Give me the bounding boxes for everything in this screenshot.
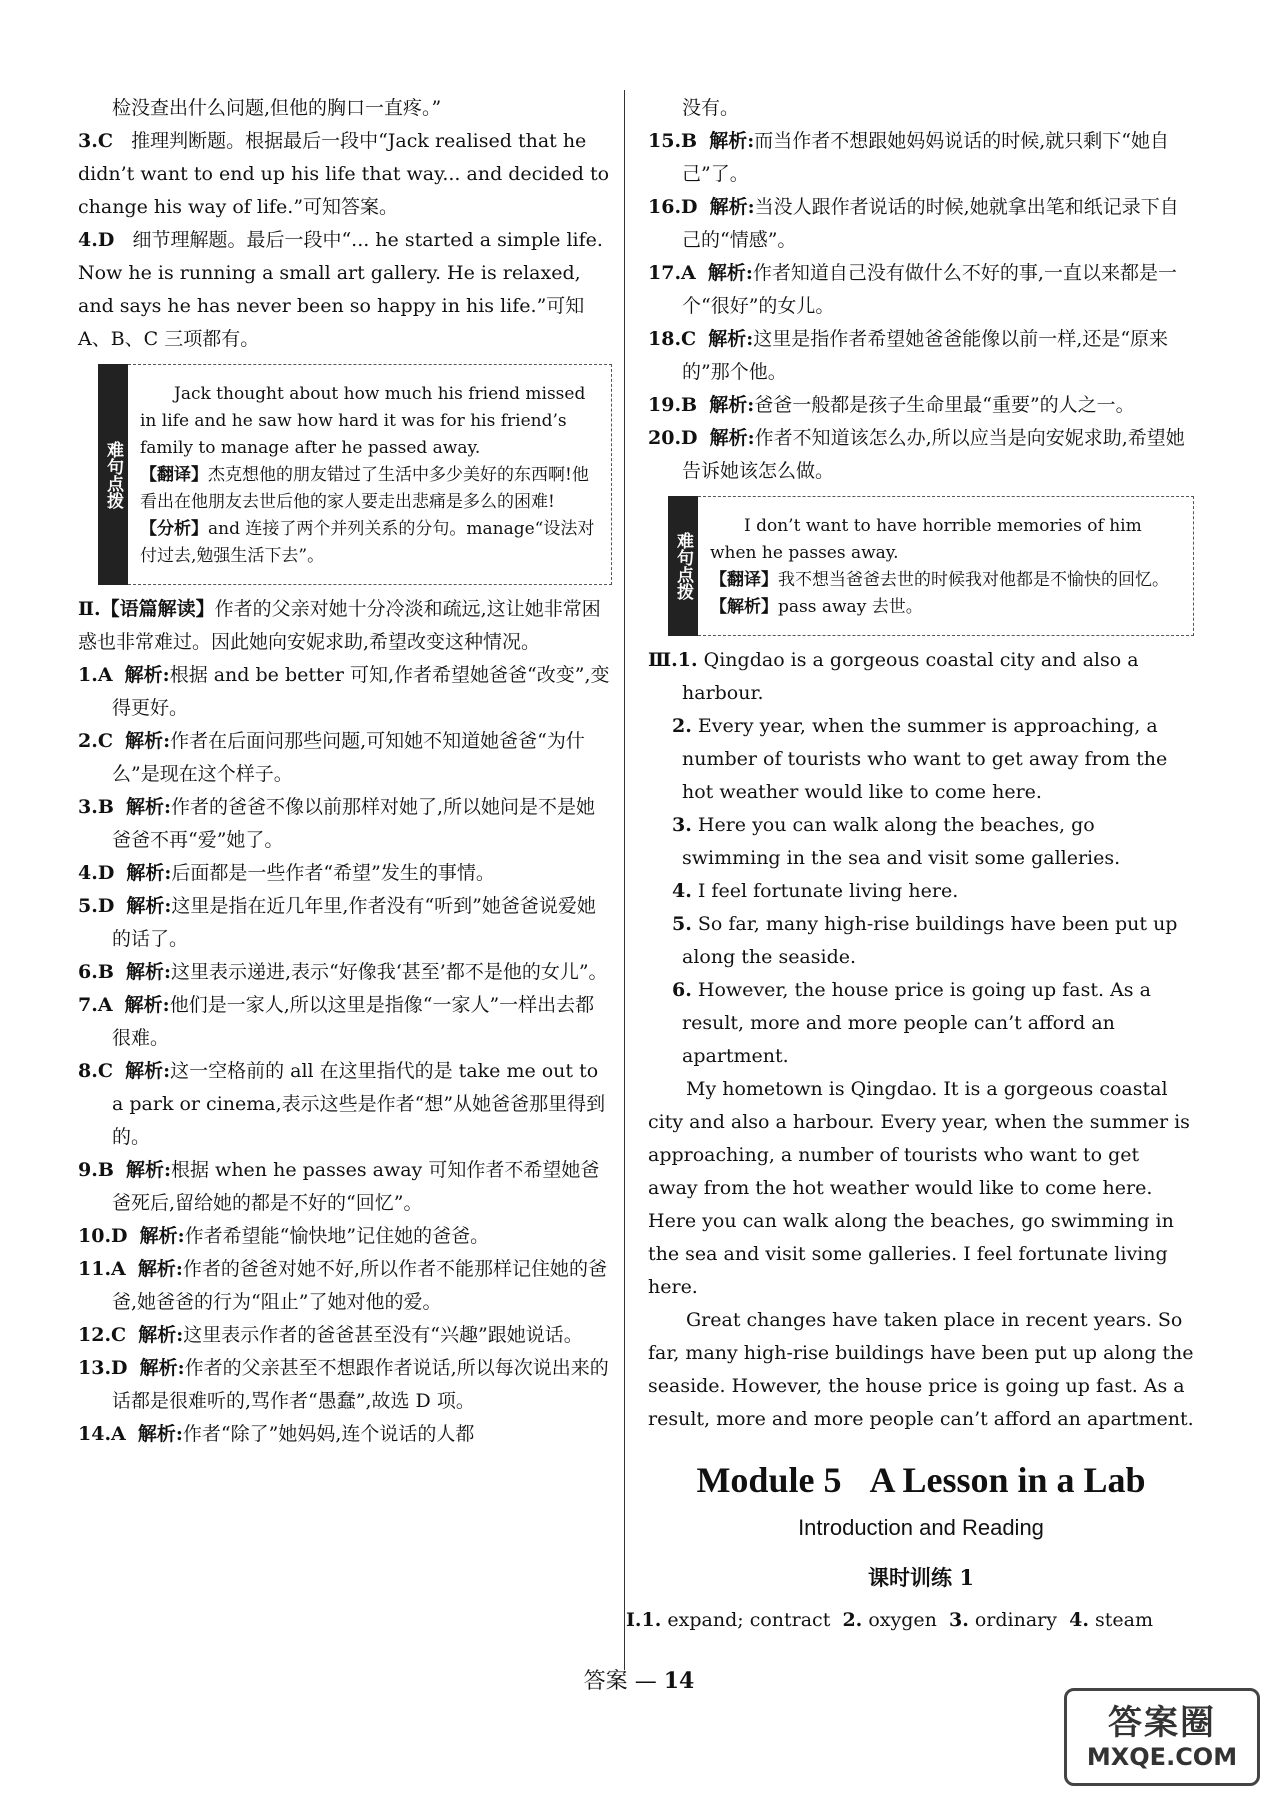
note-analysis (710, 594, 1179, 621)
answer-item (648, 191, 1194, 257)
section-iii (648, 644, 1194, 1073)
answer-item (78, 1154, 612, 1220)
answer-number: 3.C (78, 130, 113, 152)
answer-list-left (78, 659, 612, 1451)
answer-text: 作者知道自己没有做什么不好的事,一直以来都是一个“很好”的女儿。 (682, 262, 1177, 317)
note-body (698, 496, 1194, 636)
note-translation-label: 【翻译】 (710, 570, 778, 590)
answer-number: 14.A (78, 1423, 126, 1445)
answer-item (78, 1220, 612, 1253)
translation-sentence (648, 809, 1194, 875)
answer-item (78, 125, 612, 224)
answer-number: 13.D (78, 1357, 128, 1379)
translation-sentence (648, 644, 1194, 710)
answer-number: 10.D (78, 1225, 128, 1247)
answer-text: 作者在后面问那些问题,可知她不知道她爸爸“为什么”是现在这个样子。 (112, 730, 585, 785)
sentence-number: 6. (672, 979, 692, 1001)
note-translation (140, 462, 597, 516)
answer-text: 作者的爸爸不像以前那样对她了,所以她问是不是她爸爸不再“爱”她了。 (112, 796, 596, 851)
answer-label: 解析: (126, 961, 172, 983)
continued-line: 没有。 (682, 97, 740, 119)
footer-label: 答案 (583, 1669, 628, 1694)
answer-number: 8.C (78, 1060, 113, 1082)
translation-sentence (648, 974, 1194, 1073)
translation-sentence (648, 710, 1194, 809)
blank-number: 4. (1069, 1609, 1089, 1631)
difficult-sentence-box (668, 496, 1194, 636)
answer-item (648, 389, 1194, 422)
answer-label: 解析: (139, 1357, 185, 1379)
answer-text: 后面都是一些作者“希望”发生的事情。 (171, 862, 495, 884)
essay-paragraph: My hometown is Qingdao. It is a gorgeous coastal city and also a harbour. Every year, when the summer is approaching, a number of tourists who want to get away from the hot weather would like to come here. Here you can walk along the beaches, go swimming in the sea and visit some galleries. I feel fortunate living here. (648, 1078, 1190, 1298)
answer-item (78, 1253, 612, 1319)
answer-label: 解析: (137, 1258, 183, 1280)
answer-text: 作者希望能“愉快地”记住她的爸爸。 (184, 1225, 490, 1247)
answer-number: 16.D (648, 196, 698, 218)
note-analysis-text: pass away 去世。 (778, 597, 923, 617)
note-analysis-text: and 连接了两个并列关系的分句。manage“设法对付过去,勉强生活下去”。 (140, 519, 595, 566)
sentence-text: So far, many high-rise buildings have been put up along the seaside. (682, 913, 1178, 968)
sentence-number: 3. (672, 814, 692, 836)
module-name: A Lesson in a Lab (869, 1460, 1146, 1500)
answer-label: 解析: (124, 664, 170, 686)
answer-item (78, 791, 612, 857)
section-mark: Ⅰ. (626, 1609, 642, 1631)
answer-item (78, 1319, 612, 1352)
translation-sentence (648, 875, 1194, 908)
answer-number: 17.A (648, 262, 696, 284)
sentence-text: I feel fortunate living here. (697, 880, 959, 902)
answer-item (78, 1055, 612, 1154)
answer-number: 11.A (78, 1258, 126, 1280)
column-divider (624, 90, 625, 1670)
answer-item (648, 422, 1194, 488)
continued-line: 检没查出什么问题,但他的胸口一直疼。” (112, 97, 442, 119)
answer-item (78, 857, 612, 890)
blank-answer: oxygen (868, 1609, 937, 1631)
answer-item (78, 224, 612, 356)
answer-number: 9.B (78, 1159, 114, 1181)
answer-text: 作者的父亲甚至不想跟作者说话,所以每次说出来的话都是很难听的,骂作者“愚蠢”,故选 D 项。 (112, 1357, 609, 1412)
note-translation-text: 我不想当爸爸去世的时候我对他都是不愉快的回忆。 (778, 570, 1169, 590)
answer-number: 20.D (648, 427, 698, 449)
answer-text: 作者不知道该怎么办,所以应当是向安妮求助,希望她告诉她该怎么做。 (682, 427, 1185, 482)
note-translation-label: 【翻译】 (140, 465, 208, 485)
answer-label: 解析: (126, 895, 172, 917)
answer-item (648, 257, 1194, 323)
watermark-url: MXQE.COM (1086, 1743, 1238, 1771)
section-mark: Ⅱ. (78, 598, 101, 620)
blank-number: 1. (641, 1609, 662, 1631)
answer-label: 解析: (126, 796, 172, 818)
answer-number: 18.C (648, 328, 697, 350)
answer-label: 解析: (709, 427, 755, 449)
answer-label: 解析: (126, 1159, 172, 1181)
note-body (128, 364, 612, 585)
answer-item (648, 125, 1194, 191)
sentence-text: However, the house price is going up fast. As a result, more and more people can’t afford an apartment. (682, 979, 1151, 1067)
sentence-number: 1. (677, 649, 698, 671)
section-label: 【语篇解读】 (100, 598, 215, 620)
section-ii-summary (78, 593, 612, 659)
answer-item (78, 659, 612, 725)
note-english-sentence: Jack thought about how much his friend missed in life and he saw how hard it was for his friend’s family to manage after he passed away. (140, 384, 586, 458)
note-analysis-label: 【解析】 (710, 597, 778, 617)
sentence-number: 5. (672, 913, 692, 935)
answer-label: 解析: (139, 1225, 185, 1247)
section-i-answers (626, 1604, 1194, 1637)
answer-label: 解析: (137, 1423, 183, 1445)
answer-label: 解析: (709, 196, 755, 218)
watermark-logo (1064, 1688, 1260, 1786)
answer-text: 根据 when he passes away 可知作者不希望她爸爸死后,留给她的都是不好的“回忆”。 (112, 1159, 600, 1214)
translation-sentence (648, 908, 1194, 974)
answer-text: 爸爸一般都是孩子生命里最“重要”的人之一。 (754, 394, 1135, 416)
blank-number: 3. (948, 1609, 969, 1631)
footer-separator: — (634, 1669, 657, 1694)
answer-number: 12.C (78, 1324, 127, 1346)
answer-label: 解析: (709, 394, 755, 416)
answer-text: 细节理解题。最后一段中“... he started a simple life. Now he is running a small art gallery. He is relaxed, and says he has never been so happy in his life.”可知 A、B、C 三项都有。 (78, 229, 603, 350)
answer-text: 而当作者不想跟她妈妈说话的时候,就只剩下“她自己”了。 (682, 130, 1169, 185)
answer-item (78, 956, 612, 989)
watermark-title: 答案圈 (1108, 1703, 1216, 1743)
answer-label: 解析: (707, 262, 753, 284)
answer-label: 解析: (126, 862, 172, 884)
module-number: Module 5 (696, 1460, 842, 1500)
answer-text: 这里是指作者希望她爸爸能像以前一样,还是“原来的”那个他。 (682, 328, 1169, 383)
essay-paragraph: Great changes have taken place in recent years. So far, many high-rise buildings have been put up along the seaside. However, the house price is going up fast. As a result, more and more people can’t afford an apartment. (648, 1309, 1194, 1430)
answer-label: 解析: (124, 994, 170, 1016)
answer-label: 解析: (138, 1324, 184, 1346)
answer-text: 这一空格前的 all 在这里指代的是 take me out to a park or cinema,表示这些是作者“想”从她爸爸那里得到的。 (112, 1060, 606, 1148)
answer-number: 7.A (78, 994, 113, 1016)
sentence-text: Every year, when the summer is approaching, a number of tourists who want to get away from the hot weather would like to come here. (682, 715, 1168, 803)
answer-number: 1.A (78, 664, 113, 686)
note-translation (710, 567, 1179, 594)
lesson-heading: 课时训练 1 (868, 1565, 974, 1590)
sentence-text: Qingdao is a gorgeous coastal city and also a harbour. (682, 649, 1139, 704)
blank-answer: expand; contract (667, 1609, 831, 1631)
answer-item (648, 323, 1194, 389)
answer-text: 根据 and be better 可知,作者希望她爸爸“改变”,变得更好。 (112, 664, 610, 719)
answer-number: 4.D (78, 862, 115, 884)
module-title (648, 1458, 1194, 1502)
module-subtitle: Introduction and Reading (798, 1515, 1044, 1540)
answer-number: 4.D (78, 229, 115, 251)
answer-item (78, 725, 612, 791)
left-column (78, 92, 612, 1451)
answer-text: 当没人跟作者说话的时候,她就拿出笔和纸记录下自己的“情感”。 (682, 196, 1179, 251)
answer-number: 3.B (78, 796, 114, 818)
answer-number: 15.B (648, 130, 698, 152)
sentence-text: Here you can walk along the beaches, go swimming in the sea and visit some galleries. (682, 814, 1121, 869)
answer-text: 这里表示递进,表示“好像我‘甚至’都不是他的女儿”。 (171, 961, 608, 983)
answer-text: 他们是一家人,所以这里是指像“一家人”一样出去都很难。 (112, 994, 595, 1049)
note-english-sentence: I don’t want to have horrible memories of him when he passes away. (710, 516, 1142, 563)
answer-item (78, 1352, 612, 1418)
answer-label: 解析: (125, 730, 171, 752)
answer-list-right (648, 125, 1194, 488)
note-tab-label: 难句点拨 (668, 496, 698, 636)
answer-text: 作者的爸爸对她不好,所以作者不能那样记住她的爸爸,她爸爸的行为“阻止”了她对他的爱。 (112, 1258, 607, 1313)
answer-label: 解析: (709, 130, 755, 152)
answer-text: 这里表示作者的爸爸甚至没有“兴趣”跟她说话。 (183, 1324, 583, 1346)
note-tab-label: 难句点拨 (98, 364, 128, 585)
section-summary-text: 作者的父亲对她十分冷淡和疏远,这让她非常困惑也非常难过。因此她向安妮求助,希望改变这种情况。 (78, 598, 601, 653)
sentence-number: 2. (672, 715, 692, 737)
answer-number: 19.B (648, 394, 698, 416)
page-number: 14 (663, 1668, 695, 1694)
note-translation-text: 杰克想他的朋友错过了生活中多少美好的东西啊!他看出在他朋友去世后他的家人要走出悲痛是多么的困难! (140, 465, 589, 512)
answer-number: 2.C (78, 730, 113, 752)
note-analysis (140, 516, 597, 570)
answer-text: 作者“除了”她妈妈,连个说话的人都 (182, 1423, 475, 1445)
answer-item (78, 1418, 612, 1451)
answer-number: 5.D (78, 895, 115, 917)
answer-label: 解析: (708, 328, 754, 350)
note-analysis-label: 【分析】 (140, 519, 208, 539)
sentence-number: 4. (672, 880, 692, 902)
right-column (626, 92, 1194, 1637)
section-mark: Ⅲ. (648, 649, 678, 671)
answer-text: 这里是指在近几年里,作者没有“听到”她爸爸说爱她的话了。 (112, 895, 596, 950)
answer-item (78, 989, 612, 1055)
answer-label: 解析: (125, 1060, 171, 1082)
blank-number: 2. (842, 1609, 863, 1631)
blank-answer: ordinary (974, 1609, 1058, 1631)
answer-number: 6.B (78, 961, 114, 983)
answer-item (78, 890, 612, 956)
blank-answer: steam (1095, 1609, 1153, 1631)
difficult-sentence-box (98, 364, 612, 585)
answer-text: 推理判断题。根据最后一段中“Jack realised that he didn’t want to end up his life that way... and decided to change his way of life.”可知答案。 (78, 130, 610, 218)
